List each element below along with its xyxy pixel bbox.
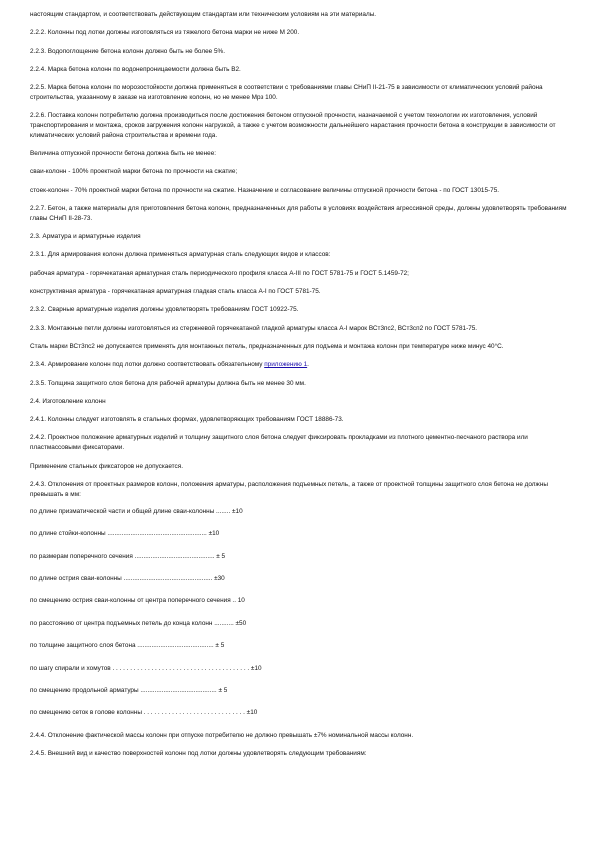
paragraph: 2.3.5. Толщина защитного слоя бетона для рабочей арматуры должна быть не менее 30 мм. [30,379,306,387]
paragraph: 2.2.2. Колонны под лотки должны изготовляться из тяжелого бетона марки не ниже М 200. [30,29,300,37]
paragraph [30,360,570,370]
paragraph: 2.4.4. Отклонение фактической массы колонн при отпуске потребителю не должно превышать ±7% номинальной массы колонн. [30,731,414,739]
paragraph: 2.2.4. Марка бетона колонн по водонепроницаемости должна быть В2. [30,65,241,73]
paragraph: 2.2.7. Бетон, а также материалы для приготовления бетона колонн, предназначенных для работы в условиях воздействия агрессивной среды, должны удовлетворять требованиям главы СНиП II-28-73. [30,205,567,222]
paragraph: 2.2.6. Поставка колонн потребителю должна производиться после достижения бетоном отпускной прочности, назначаемой с учетом технологии их изготовления, условий транспортирования и монтажа, сроков загружения колонн нагрузкой, а также с учетом возможности дальнейшего нарастания прочности бетона в конструкции в зависимости от климатических условий района строительства и времени года. [30,112,556,139]
list-item: по смещению острия сваи-колонны от центра поперечного сечения .. 10 [30,597,245,605]
list-item: по шагу спирали и хомутов . . . . . . . . . . . . . . . . . . . . . . . . . . . . . . . . . . . . . . . ±10 [30,664,262,672]
paragraph: 2.4.5. Внешний вид и качество поверхностей колонн под лотки должны удовлетворять следующим требованиям: [30,750,367,758]
paragraph: сваи-колонн - 100% проектной марки бетона по прочности на сжатие; [30,168,238,176]
list-item: по длине острия сваи-колонны .................................................. ±30 [30,575,225,583]
paragraph-text: 2.3.4. Армирование колонн под лотки должно соответствовать обязательному [30,361,265,369]
list-item: по расстоянию от центра подъемных петель до конца колонн ........... ±50 [30,619,247,627]
paragraph: 2.3.1. Для армирования колонн должна применяться арматурная сталь следующих видов и классов: [30,251,331,259]
paragraph: Сталь марки ВСт3пс2 не допускается применять для монтажных петель, предназначенных для подъема и монтажа колонн при температуре ниже минус 40°С. [30,342,504,350]
paragraph: стоек-колонн - 70% проектной марки бетона по прочности на сжатие. Назначение и согласование величины отпускной прочности бетона - по ГОСТ 13015-75. [30,186,500,194]
paragraph: рабочая арматура - горячекатаная арматурная сталь периодического профиля класса А-III по ГОСТ 5781-75 и ГОСТ 5.1459-72; [30,269,409,277]
section-heading: 2.3. Арматура и арматурные изделия [30,233,141,241]
paragraph: настоящим стандартом, и соответствовать действующим стандартам или техническим условиям на эти материалы. [30,11,377,18]
list-item: по толщине защитного слоя бетона ........................................... ± 5 [30,642,225,650]
paragraph: 2.2.5. Марка бетона колонн по морозостойкости должна применяться в соответствии с требованиями главы СНиП II-21-75 в зависимости от климатических условий района строительства, указанному в заказе на изготовление колонн, но не менее Мрз 100. [30,84,543,101]
paragraph: Величина отпускной прочности бетона должна быть не менее: [30,150,217,158]
list-item: по длине призматической части и общей длине сваи-колонны ........ ±10 [30,507,243,515]
paragraph: 2.3.2. Сварные арматурные изделия должны удовлетворять требованиям ГОСТ 10922-75. [30,306,299,314]
paragraph: 2.4.3. Отклонения от проектных размеров колонн, положения арматуры, расположения подъемных петель, а также от проектной толщины защитного слоя бетона не должны превышать в мм: [30,480,548,498]
paragraph: 2.2.3. Водопоглощение бетона колонн должно быть не более 5%. [30,47,225,55]
paragraph: конструктивная арматура - горячекатаная арматурная гладкая сталь класса А-I по ГОСТ 5781-75. [30,288,321,296]
paragraph: 2.4.2. Проектное положение арматурных изделий и толщину защитного слоя бетона следует фиксировать прокладками из плотного цементно-песчаного раствора или пластмассовыми фиксаторами. [30,434,528,452]
section-heading: 2.4. Изготовление колонн [30,397,106,405]
list-item: по смещению сеток в голове колонны . . . . . . . . . . . . . . . . . . . . . . . . . . . . . ±10 [30,709,258,717]
list-item: по размерам поперечного сечения ............................................. ± 5 [30,552,226,560]
tolerance-list [30,507,570,718]
list-item: по смещению продольной арматуры ........................................... ± 5 [30,687,228,695]
paragraph-text: . [307,361,309,369]
paragraph: Применение стальных фиксаторов не допускается. [30,462,183,470]
list-item: по длине стойки-колонны ........................................................ ±10 [30,530,220,538]
appendix-link[interactable]: приложению 1 [264,361,308,369]
paragraph: 2.3.3. Монтажные петли должны изготовляться из стержневой горячекатаной гладкой арматуры класса А-I марок ВСт3пс2, ВСт3сп2 по ГОСТ 5781-75. [30,324,478,332]
document-body [30,10,570,767]
paragraph: 2.4.1. Колонны следует изготовлять в стальных формах, удовлетворяющих требованиям ГОСТ 18886-73. [30,416,344,424]
